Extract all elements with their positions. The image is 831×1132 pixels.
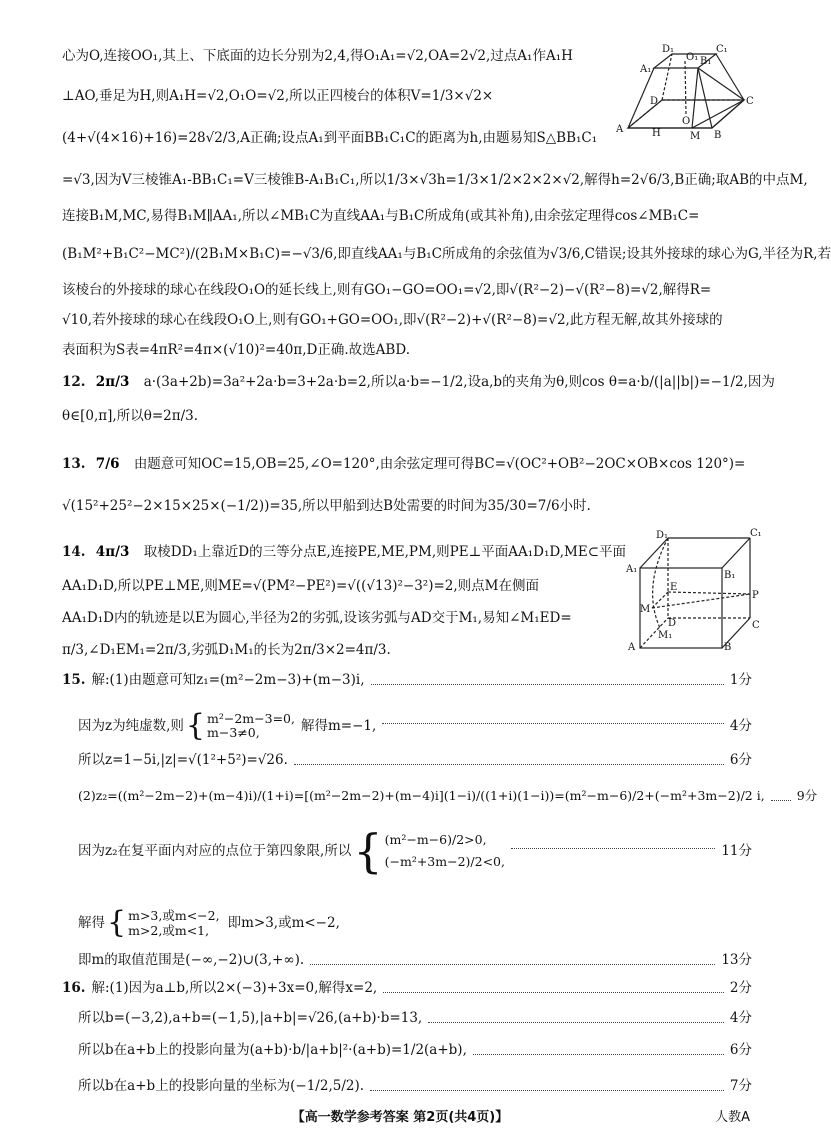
p13-line-1	[62, 454, 752, 474]
p11-line-8: √10,若外接球的球心在线段O₁O上,则有GO₁+GO=OO₁,即√(R²−2)+√(R²−8)=√2,此方程无解,故其外接球的	[62, 312, 723, 328]
svg-text:O: O	[682, 116, 691, 127]
p11-line-6: (B₁M²+B₁C²−MC²)/(2B₁M×B₁C)=−√3/6,即直线AA₁与B₁C所成角的余弦值为√3/6,C错误;设其外接球的球心为G,半径为R,若	[62, 246, 831, 262]
p15-row-2-condition-1: m²−2m−3=0,	[207, 711, 295, 726]
p12-line-2: θ∈[0,π],所以θ=2π/3.	[62, 408, 199, 424]
p11-line-4: =√3,因为V三棱锥A₁-BB₁C₁=V三棱锥B-A₁B₁C₁,所以1/3×√3h=1/3×1/2×2×2×√2,解得h=2√6/3,B正确;取AB的中点M,	[62, 172, 808, 188]
page-footer	[0, 1104, 800, 1126]
p16-row-2-points: 4分	[729, 1010, 752, 1026]
p16-row-3	[62, 1040, 752, 1060]
svg-text:B: B	[724, 642, 732, 653]
footer-edition: 人教A	[715, 1110, 750, 1125]
p16-row-3-points: 6分	[729, 1042, 752, 1058]
p15-row-6: 解得 { m>3,或m<−2, m>2,或m<1, 即m>3,或m<−2,	[78, 905, 340, 940]
svg-text:D: D	[650, 96, 659, 107]
p12-answer: 2π/3	[95, 374, 130, 390]
p15-row-2-lead: 因为z为纯虚数,则	[78, 718, 184, 734]
p15-row-5-condition-2: (−m²+3m−2)/2<0,	[384, 854, 505, 869]
p15-row-1-text: 解:(1)由题意可知z₁=(m²−2m−3)+(m−3)i,	[91, 672, 365, 688]
p15-row-7	[62, 950, 752, 970]
p15-row-3-text: 所以z=1−5i,|z|=√(1²+5²)=√26.	[78, 752, 288, 768]
p11-line-5: 连接B₁M,MC,易得B₁M∥AA₁,所以∠MB₁C为直线AA₁与B₁C所成角(或其补角),由余弦定理得cos∠MB₁C=	[62, 208, 700, 224]
svg-text:A: A	[628, 642, 636, 653]
p14-line-1	[62, 542, 627, 562]
p15-row-2-points: 4分	[729, 718, 752, 734]
svg-text:A₁: A₁	[640, 64, 652, 75]
svg-text:E: E	[670, 582, 678, 593]
p16-number: 16.	[62, 980, 86, 996]
leader-dots	[428, 1022, 724, 1023]
svg-text:M: M	[640, 604, 651, 615]
p15-number: 15.	[62, 672, 86, 688]
p15-row-6-condition-2: m>2,或m<1,	[128, 923, 210, 938]
p13-text-1: 由题意可知OC=15,OB=25,∠O=120°,由余弦定理可得BC=√(OC²+OB²−2OC×OB×cos 120°)=	[133, 456, 746, 472]
leader-dots	[294, 764, 724, 765]
p15-row-1	[62, 670, 752, 690]
p14-line-3: AA₁D₁D内的轨迹是以E为圆心,半径为2的劣弧,设该劣弧与AD交于M₁,易知∠M₁ED=	[62, 610, 572, 626]
p15-row-2: 因为z为纯虚数,则 { m²−2m−3=0, m−3≠0, 解得m=−1, 4分	[78, 708, 752, 743]
p15-row-6-lead: 解得	[78, 915, 105, 931]
svg-text:H: H	[652, 128, 661, 139]
p15-row-4	[62, 786, 818, 806]
p15-row-6-tail: 即m>3,或m<−2,	[227, 915, 340, 931]
svg-text:D: D	[668, 618, 677, 629]
p11-line-3: (4+√(4×16)+16)=28√2/3,A正确;设点A₁到平面BB₁C₁C的距离为h,由题易知S△BB₁C₁	[62, 130, 598, 146]
p11-line-1: 心为O,连接OO₁,其上、下底面的边长分别为2,4,得O₁A₁=√2,OA=2√2,过点A₁作A₁H	[62, 48, 573, 64]
p13-answer: 7/6	[95, 456, 120, 472]
svg-text:B₁: B₁	[724, 570, 736, 581]
leader-dots	[383, 992, 724, 993]
p15-row-4-text: (2)z₂=((m²−2m−2)+(m−4)i)/(1+i)=[(m²−2m−2)+(m−4)i](1−i)/((1+i)(1−i))=(m²−m−6)/2+(−m²+3m−2)/2 i,	[78, 788, 765, 803]
svg-text:D₁: D₁	[656, 530, 669, 541]
p15-row-3-points: 6分	[729, 752, 752, 768]
cube-figure	[620, 528, 770, 652]
svg-text:D₁: D₁	[662, 44, 675, 55]
leader-dots	[473, 1054, 724, 1055]
leader-dots	[371, 684, 724, 685]
footer-title: 【高一数学参考答案 第2页(共4页)】	[291, 1110, 509, 1125]
p13-line-2: √(15²+25²−2×15×25×(−1/2))=35,所以甲船到达B处需要的时间为35/30=7/6小时.	[62, 498, 591, 514]
p16-row-2	[62, 1008, 752, 1028]
svg-text:B: B	[714, 130, 722, 141]
p11-line-7: 该棱台的外接球的球心在线段O₁O的延长线上,则有GO₁−GO=OO₁=√2,即√(R²−2)−√(R²−8)=√2,解得R=	[62, 282, 712, 298]
p16-row-1-points: 2分	[729, 980, 752, 996]
svg-text:B₁: B₁	[700, 56, 712, 67]
p12-number: 12.	[62, 374, 86, 390]
p15-row-2-condition-2: m−3≠0,	[207, 725, 260, 740]
p14-number: 14.	[62, 544, 86, 560]
leader-dots	[310, 964, 715, 965]
p15-row-2-tail: 解得m=−1,	[300, 718, 377, 734]
p15-row-6-condition-1: m>3,或m<−2,	[128, 908, 220, 923]
p16-row-1-text: 解:(1)因为a⊥b,所以2×(−3)+3x=0,解得x=2,	[91, 980, 378, 996]
p16-row-3-text: 所以b在a+b上的投影向量为(a+b)·b/|a+b|²·(a+b)=1/2(a+b),	[78, 1042, 467, 1058]
svg-text:P: P	[752, 590, 759, 601]
p16-row-2-text: 所以b=(−3,2),a+b=(−1,5),|a+b|=√26,(a+b)·b=13,	[78, 1010, 423, 1026]
p15-row-7-points: 13分	[721, 952, 752, 968]
p11-line-9: 表面积为S表=4πR²=4π×(√10)²=40π,D正确.故选ABD.	[62, 342, 410, 358]
p15-row-4-points: 9分	[796, 788, 818, 803]
p15-row-5-lead: 因为z₂在复平面内对应的点位于第四象限,所以	[78, 843, 352, 859]
p15-row-5: 因为z₂在复平面内对应的点位于第四象限,所以 { (m²−m−6)/2>0, (−m²+3m−2)/2<0, 11分	[78, 824, 752, 878]
p14-answer: 4π/3	[95, 544, 130, 560]
svg-text:C: C	[752, 620, 760, 631]
p15-row-3	[62, 750, 752, 770]
p15-row-7-text: 即m的取值范围是(−∞,−2)∪(3,+∞).	[78, 952, 305, 968]
p14-line-2: AA₁D₁D,所以PE⊥ME,则ME=√(PM²−PE²)=√((√13)²−3²)=2,则点M在侧面	[62, 578, 539, 594]
p16-row-4	[62, 1076, 752, 1096]
p11-line-2: ⊥AO,垂足为H,则A₁H=√2,O₁O=√2,所以正四棱台的体积V=1/3×√2×	[62, 88, 494, 104]
leader-dots	[382, 723, 724, 724]
leader-dots	[511, 848, 715, 849]
p16-row-4-points: 7分	[729, 1078, 752, 1094]
p16-row-1	[62, 978, 752, 998]
p15-row-5-points: 11分	[721, 843, 752, 859]
leader-dots	[771, 800, 791, 801]
svg-text:C₁: C₁	[750, 528, 762, 539]
svg-text:M: M	[690, 131, 701, 142]
p12-text-1: a·(3a+2b)=3a²+2a·b=3+2a·b=2,所以a·b=−1/2,设a,b的夹角为θ,则cos θ=a·b/(|a||b|)=−1/2,因为	[143, 374, 775, 390]
svg-text:M₁: M₁	[658, 630, 673, 641]
svg-text:A₁: A₁	[626, 564, 638, 575]
p15-row-1-points: 1分	[729, 672, 752, 688]
p16-row-4-text: 所以b在a+b上的投影向量的坐标为(−1/2,5/2).	[78, 1078, 365, 1094]
frustum-figure	[612, 40, 762, 140]
svg-text:O₁: O₁	[686, 52, 699, 63]
svg-text:A: A	[616, 124, 624, 135]
p14-text-1: 取棱DD₁上靠近D的三等分点E,连接PE,ME,PM,则PE⊥平面AA₁D₁D,ME⊂平面	[143, 544, 627, 560]
svg-text:C: C	[746, 96, 754, 107]
leader-dots	[370, 1090, 724, 1091]
svg-text:C₁: C₁	[716, 44, 728, 55]
p15-row-5-condition-1: (m²−m−6)/2>0,	[384, 832, 487, 847]
p12-line-1	[62, 372, 775, 392]
p14-line-4: π/3,∠D₁EM₁=2π/3,劣弧D₁M₁的长为2π/3×2=4π/3.	[62, 642, 391, 658]
p13-number: 13.	[62, 456, 86, 472]
